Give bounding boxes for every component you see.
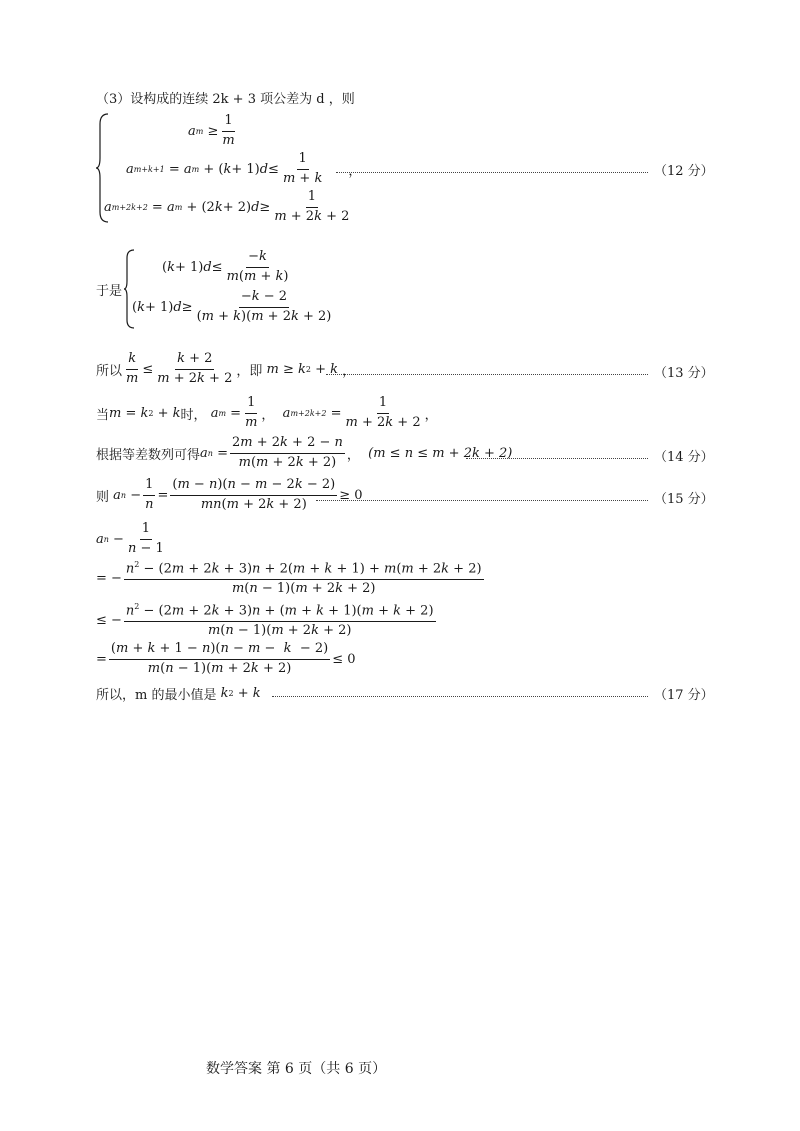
page-footer: 数学答案 第 6 页（共 6 页） xyxy=(206,1061,387,1077)
line14a-mid: 时， xyxy=(180,407,207,423)
deriv-step1: = − $\frac{n^2 - (2m + 2k + 3)n + 2(m + k + 1) + m(m + 2k + 2)}{m(n - 1)(m + 2k + 2)}$ xyxy=(96,560,482,597)
deriv-step2: ≤ − $\frac{n^2 - (2m + 2k + 3)n + (m + k + 1)(m + k + 2)}{m(n - 1)(m + 2k + 2)}$ xyxy=(96,602,434,639)
score-17: （17 分） xyxy=(654,688,714,703)
score-14: （14 分） xyxy=(654,450,714,465)
sys1-eq1: a m ≥ $\frac{1}{m}$ xyxy=(188,113,235,148)
line-14a: 当 m = k 2 + k 时， a m = $\frac{1}{m}$ ， a m+2k+2 = $\frac{1}{m + 2k + 2}$ ， xyxy=(96,395,438,430)
sys2-eq1: ( k + 1) d ≤ $\frac{-k}{m(m + k)}$ xyxy=(162,249,289,284)
dot-leader-12 xyxy=(336,172,648,173)
line15-prefix: 则 xyxy=(96,489,110,505)
line14b-cond: (m ≤ n ≤ m + 2k + 2) xyxy=(368,445,513,461)
dot-leader-13 xyxy=(326,374,648,375)
line13-prefix: 所以 xyxy=(96,363,123,379)
line14b-prefix: 根据等差数列可得 xyxy=(96,447,201,463)
dot-leader-15 xyxy=(316,500,648,501)
dot-leader-14 xyxy=(466,458,648,459)
score-12: （12 分） xyxy=(654,164,714,179)
line13-mid: ，即 xyxy=(236,363,263,379)
line-14b: 根据等差数列可得 a n = $\frac{2m + 2k + 2 - n}{m(m + 2k + 2)}$ ， (m ≤ n ≤ m + 2k + 2) xyxy=(96,435,513,470)
line-17: 所以，m 的最小值是 k 2 + k xyxy=(96,686,261,703)
line-13: 所以 $\frac{k}{m}$ ≤ $\frac{k + 2}{m + 2k + 2}$ ，即 m ≥ k 2 + k ， xyxy=(96,351,356,386)
dot-leader-17 xyxy=(272,696,648,697)
deriv-step3: = $\frac{(m + k + 1 - n)(n - m - k - 2)}{m(n - 1)(m + 2k + 2)}$ ≤ 0 xyxy=(96,641,356,676)
score-13: （13 分） xyxy=(654,366,714,381)
yushi-label: 于是 xyxy=(96,284,123,299)
sys2-eq2: ( k + 1) d ≥ $\frac{-k - 2}{(m + k)(m + 2k + 2)}$ xyxy=(132,289,332,324)
part3-intro: （3）设构成的连续 2k + 3 项公差为 d ，则 xyxy=(96,92,355,107)
deriv-lhs: a n − $\frac{1}{n - 1}$ xyxy=(96,521,164,556)
score-15: （15 分） xyxy=(654,492,714,507)
line-15: 则 a n − $\frac{1}{n}$ = $\frac{(m - n)(n - m - 2k - 2)}{mn(m + 2k + 2)}$ ≥ 0 xyxy=(96,477,363,512)
line14a-prefix: 当 xyxy=(96,407,110,423)
sys1-eq2: a m+k+1 = a m + ( k + 1) d ≤ $\frac{1}{m + k}$ ， xyxy=(126,151,362,186)
line17-text: 所以，m 的最小值是 xyxy=(96,688,217,703)
sys1-eq3: a m+2k+2 = a m + (2 k + 2) d ≥ $\frac{1}{m + 2k + 2}$ xyxy=(104,189,350,224)
